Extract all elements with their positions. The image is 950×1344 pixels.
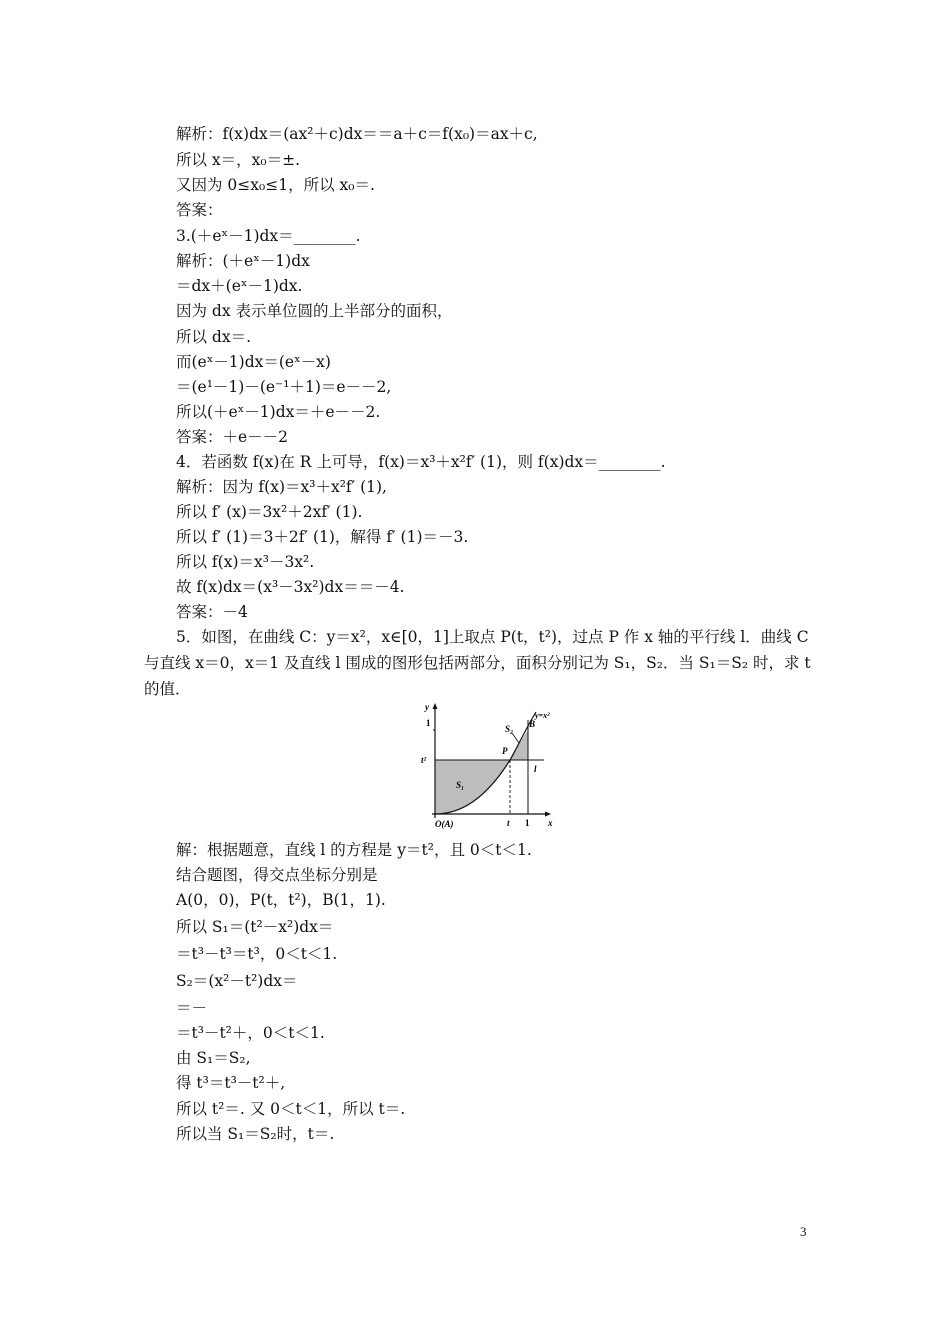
solution-line: 所以 t²＝. 又 0＜t＜1，所以 t＝. [176,1100,406,1118]
text-line: 所以(＋eˣ－1)dx＝＋e－－2. [176,403,381,421]
solution-line: 得 t³＝t³－t²＋, [176,1074,286,1092]
text-line: 3.(＋eˣ－1)dx＝________. [176,227,361,245]
y-one-label: 1 [426,718,431,728]
page-number: 3 [800,1224,807,1239]
t-squared-label: t² [421,755,427,765]
solution-line: ＝－ [176,999,208,1017]
problem-5-paragraph [144,624,812,702]
y-axis-label: y [425,702,429,712]
area-figure [420,700,560,832]
text-line: 所以 x＝，x₀＝±. [176,151,301,169]
text-line: 4．若函数 f(x)在 R 上可导，f(x)＝x³＋x²f′ (1)，则 f(x)dx＝________. [176,453,666,471]
s2-pointer [512,733,519,743]
solution-line: 所以当 S₁＝S₂时，t＝. [176,1125,335,1143]
text-line: 所以 dx＝. [176,328,252,346]
text-line: 答案： [176,201,223,219]
solution-line: 结合题图，得交点坐标分别是 [176,866,378,884]
solution-line: ＝t³－t³＝t³，0＜t＜1. [176,945,338,963]
text-line: 所以 f′ (1)＝3＋2f′ (1)，解得 f′ (1)＝－3. [176,528,469,546]
text-line: 而(eˣ－1)dx＝(eˣ－x) [176,353,331,371]
text-line: 又因为 0≤x₀≤1，所以 x₀＝. [176,176,375,194]
text-line: 答案：－4 [176,603,248,621]
text-line: ＝dx＋(eˣ－1)dx. [176,277,303,295]
origin-label: O(A) [435,819,454,829]
s2-label: S₂ [505,724,514,734]
s1-label: S₁ [456,780,465,790]
t-label: t [507,818,510,828]
text-line: 故 f(x)dx＝(x³－3x²)dx＝＝－4. [176,578,405,596]
y-axis-arrow [433,703,438,709]
text-line: 因为 dx 表示单位圆的上半部分的面积， [176,302,453,320]
text-line: 所以 f′ (x)＝3x²＋2xf′ (1). [176,503,363,521]
point-p-label: P [502,746,508,756]
line-l-label: l [534,764,537,774]
text-line: 解析：f(x)dx＝(ax²＋c)dx＝＝a＋c＝f(x₀)＝ax＋c, [176,125,538,143]
text-line: 解析：(＋eˣ－1)dx [176,252,310,270]
solution-line: 由 S₁＝S₂, [176,1049,251,1067]
x-one-label: 1 [525,818,530,828]
solution-line: ＝t³－t²＋，0＜t＜1. [176,1024,325,1042]
text-line: ＝(e¹－1)－(e⁻¹＋1)＝e－－2, [176,378,392,396]
x-axis-arrow [545,812,551,817]
s1-region [435,760,510,814]
x-axis-label: x [548,818,553,828]
text-line: 答案：＋e－－2 [176,428,289,446]
solution-line: A(0，0)，P(t，t²)，B(1，1). [176,891,386,909]
point-b-label: B [529,719,536,729]
solution-line: S₂＝(x²－t²)dx＝ [176,972,298,990]
solution-line: 所以 S₁＝(t²－x²)dx＝ [176,918,334,936]
problem-5-text: 5．如图，在曲线 C：y＝x²，x∈[0，1]上取点 P(t，t²)，过点 P 作 x 轴的平行线 l．曲线 C 与直线 x＝0，x＝1 及直线 l 围成的图形包括两部分，面积分别记为 S₁，S₂．当 S₁＝S₂ 时，求 t 的值． [144,628,811,698]
curve-label: y=x² [535,711,550,720]
text-line: 解析：因为 f(x)＝x³＋x²f′ (1), [176,478,387,496]
text-line: 所以 f(x)＝x³－3x². [176,553,315,571]
solution-line: 解：根据题意，直线 l 的方程是 y＝t²，且 0＜t＜1. [176,841,532,859]
